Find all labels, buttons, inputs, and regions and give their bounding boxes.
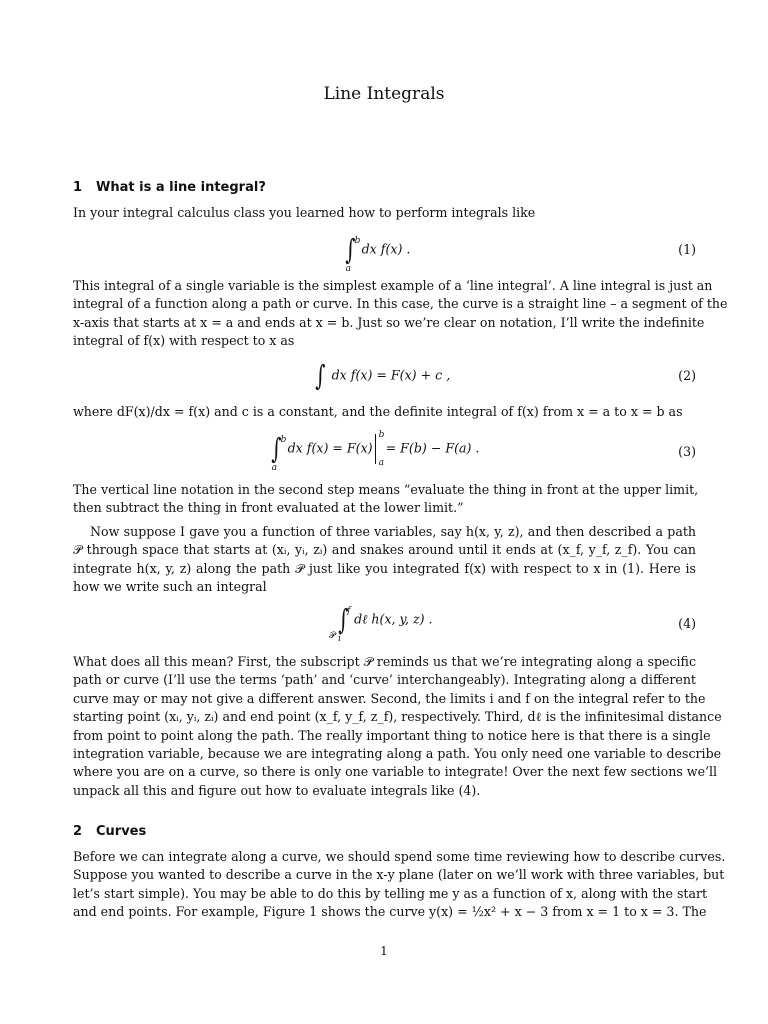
page-number: 1 [380,944,388,958]
section-title: What is a line integral? [96,180,266,195]
paragraph: where dF(x)/dx = f(x) and c is a constant, and the definite integral of f(x) from x = a to x = b as [73,404,683,419]
equation-1: ∫ b a dx f(x) . (1) [345,233,696,274]
paragraph: The vertical line notation in the second step means “evaluate the thing in front at the upper limit, then subtract the thing in front evaluated at the lower limit.” [73,482,699,516]
integral-sign: ∫ [271,432,282,465]
document-title: Line Integrals [323,84,445,104]
section-number: 2 [73,824,83,839]
equation-3: ∫ b a dx f(x) = F(x) b a = F(b) − F(a) . (3) [271,430,696,473]
section-1-heading [73,180,266,195]
equation-number: (3) [678,444,696,459]
section-number: 1 [73,180,83,195]
path-subscript: 𝒫 [329,630,336,641]
equation-number: (1) [678,242,696,257]
paragraph: This integral of a single variable is the simplest example of a ‘line integral’. A line integral is just an integral of a function along a path or curve. In this case, the curve is a straight line – a segment of the x-axis that starts at x = a and ends at x = b. Just so we’re clear on notation, I’ll write the indefinite integral of f(x) with respect to x as [73,278,728,349]
integral-sign: ∫ [315,359,326,392]
paragraph: Before we can integrate along a curve, we should spend some time reviewing how to describe curves. Suppose you wanted to describe a curve in the x-y plane (later on we’ll work with three variables, but let’s start simple). You may be able to do this by telling me y as a function of x, along with the start and end points. For example, Figure 1 shows the curve y(x) = ½x² + x − 3 from x = 1 to x = 3. The [73,849,726,920]
equation-left: dx f(x) = F(x) [287,440,373,456]
paragraph: Now suppose I gave you a function of three variables, say h(x, y, z), and then described a path 𝒫 through space that starts at (xᵢ, yᵢ, zᵢ) and snakes around until it ends at (x_f, y_f, z_f). You can integrate h(x, y, z) along the path 𝒫 just like you integrated f(x) with respect to x in (1). Here is how we write such an integral [73,524,696,595]
equation-body: dx f(x) = F(x) + c , [331,367,451,383]
evaluation-bar: b a [375,434,376,464]
equation-right: = F(b) − F(a) . [385,440,480,456]
paragraph: What does all this mean? First, the subscript 𝒫 reminds us that we’re integrating along a specific path or curve (I’ll use the terms ‘path’ and ‘curve’ interchangeably). Integrating along a different curve may or may not give a different answer. Second, the limits i and f on the integral refer to the starting point (xᵢ, yᵢ, zᵢ) and end point (x_f, y_f, z_f), respectively. Third, dℓ is the infinitesimal distance from point to point along the path. The really important thing to notice here is that there is a single integration variable, because we are integrating along a path. You only need one variable to describe where you are on a curve, so there is only one variable to integrate! Over the next few sections we’ll unpack all this and figure out how to evaluate integrals like (4). [73,654,722,798]
section-2-heading [73,824,146,839]
equation-4: $_𝒫$∫ f i dℓ h(x, y, z) . (4) [329,603,696,644]
equation-number: (4) [678,616,696,631]
integral-sign: ∫ [337,603,348,636]
equation-body: dx f(x) . [361,241,411,257]
equation-body: dℓ h(x, y, z) . [354,611,433,627]
equation-2 [73,359,696,402]
integral-sign: ∫ [345,233,356,266]
section-title: Curves [96,824,147,839]
paragraph: In your integral calculus class you learned how to perform integrals like [73,205,536,220]
equation-number: (2) [678,368,696,383]
